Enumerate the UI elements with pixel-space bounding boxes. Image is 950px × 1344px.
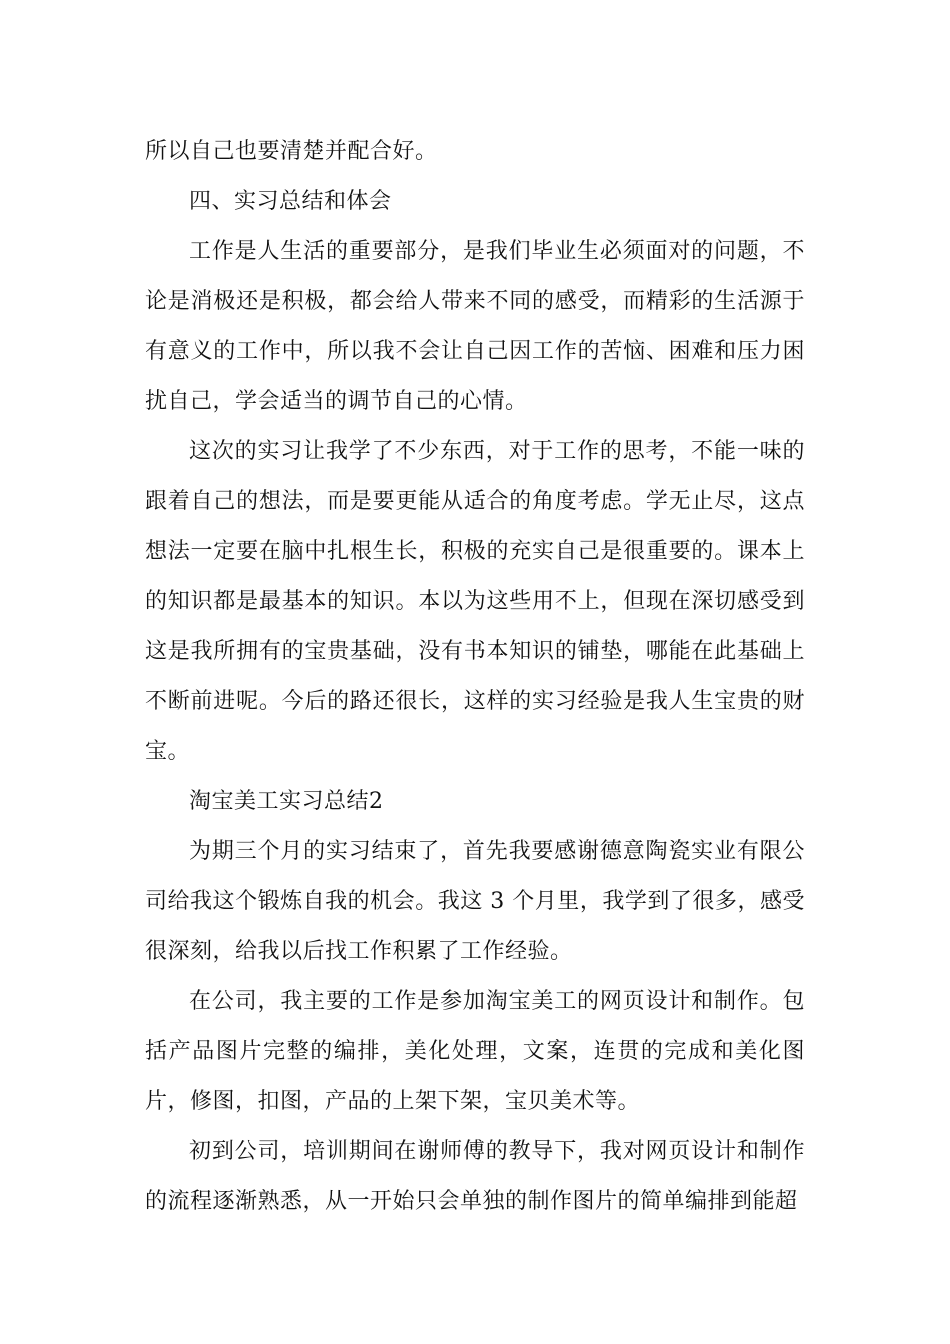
paragraph-training: 初到公司，培训期间在谢师傅的教导下，我对网页设计和制作的流程逐渐熟悉，从一开始只会单独的制作图片的简单编排到能超: [145, 1139, 805, 1214]
section-heading-summary-2: 淘宝美工实习总结2: [189, 789, 384, 814]
paragraph-work-life: 工作是人生活的重要部分，是我们毕业生必须面对的问题，不论是消极还是积极，都会给人带来不同的感受，而精彩的生活源于有意义的工作中，所以我不会让自己因工作的苦恼、困难和压力困扰自己，学会适当的调节自己的心情。: [145, 239, 805, 414]
paragraph-1: 所以自己也要清楚并配合好。: [145, 139, 438, 164]
paragraph-main-work: 在公司，我主要的工作是参加淘宝美工的网页设计和制作。包括产品图片完整的编排，美化处理，文案，连贯的完成和美化图片，修图，扣图，产品的上架下架，宝贝美术等。: [145, 989, 805, 1114]
paragraph-thanks-company: 为期三个月的实习结束了，首先我要感谢德意陶瓷实业有限公司给我这个锻炼自我的机会。我这 3 个月里，我学到了很多，感受很深刻，给我以后找工作积累了工作经验。: [145, 839, 805, 964]
document-body: [145, 127, 805, 1227]
paragraph-internship-learning: 这次的实习让我学了不少东西，对于工作的思考，不能一味的跟着自己的想法，而是要更能从适合的角度考虑。学无止尽，这点想法一定要在脑中扎根生长，积极的充实自己是很重要的。课本上的知识都是最基本的知识。本以为这些用不上，但现在深切感受到这是我所拥有的宝贵基础，没有书本知识的铺垫，哪能在此基础上不断前进呢。今后的路还很长，这样的实习经验是我人生宝贵的财宝。: [145, 439, 805, 764]
section-heading-summary: 四、实习总结和体会: [189, 189, 392, 214]
